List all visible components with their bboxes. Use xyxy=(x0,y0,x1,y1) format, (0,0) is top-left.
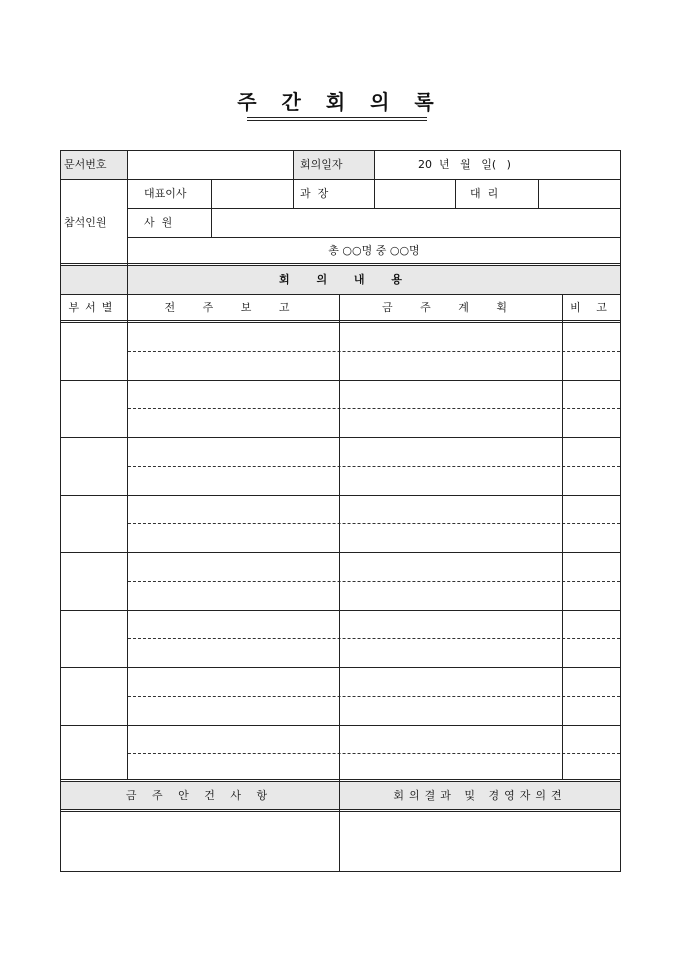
meeting-date-label: 회의일자 xyxy=(300,158,343,171)
title-underline-2 xyxy=(247,120,427,121)
table-row-separator xyxy=(60,610,621,611)
ceo-label: 대표이사 xyxy=(144,187,187,200)
table-row-midline xyxy=(128,466,620,467)
meeting-content-header: 회 의 내 용 xyxy=(279,273,402,286)
meeting-form-table xyxy=(60,150,621,872)
result-header: 회의결과 및 경영자의견 xyxy=(393,789,567,802)
table-row-midline xyxy=(128,753,620,754)
attendee-total: 총 ○○명 중 ○○명 xyxy=(328,244,420,257)
table-row-separator xyxy=(60,495,621,496)
title-underline xyxy=(247,117,427,118)
table-row-separator xyxy=(60,667,621,668)
col-this-week-header: 금 주 계 획 xyxy=(382,301,519,314)
table-row-midline xyxy=(128,696,620,697)
col-last-week-header: 전 주 보 고 xyxy=(164,301,302,314)
agenda-header: 금 주 안 건 사 항 xyxy=(125,789,274,802)
table-row-separator xyxy=(60,552,621,553)
meeting-date-value: 20 년 월 일( ) xyxy=(418,158,511,171)
table-row-separator xyxy=(60,380,621,381)
table-row-midline xyxy=(128,351,620,352)
table-row-midline xyxy=(128,408,620,409)
assistant-label: 대 리 xyxy=(470,187,499,200)
table-row-separator xyxy=(60,725,621,726)
table-row-midline xyxy=(128,523,620,524)
attendees-label: 참석인원 xyxy=(64,216,107,229)
col-note-header: 비 고 xyxy=(570,301,613,314)
table-row-midline xyxy=(128,638,620,639)
doc-no-label: 문서번호 xyxy=(64,158,107,171)
manager-label: 과 장 xyxy=(300,187,329,200)
table-row-separator xyxy=(60,437,621,438)
col-dept-header: 부서별 xyxy=(68,301,119,314)
document-title: 주 간 회 의 록 xyxy=(237,90,443,114)
table-row-midline xyxy=(128,581,620,582)
staff-label: 사 원 xyxy=(144,216,173,229)
